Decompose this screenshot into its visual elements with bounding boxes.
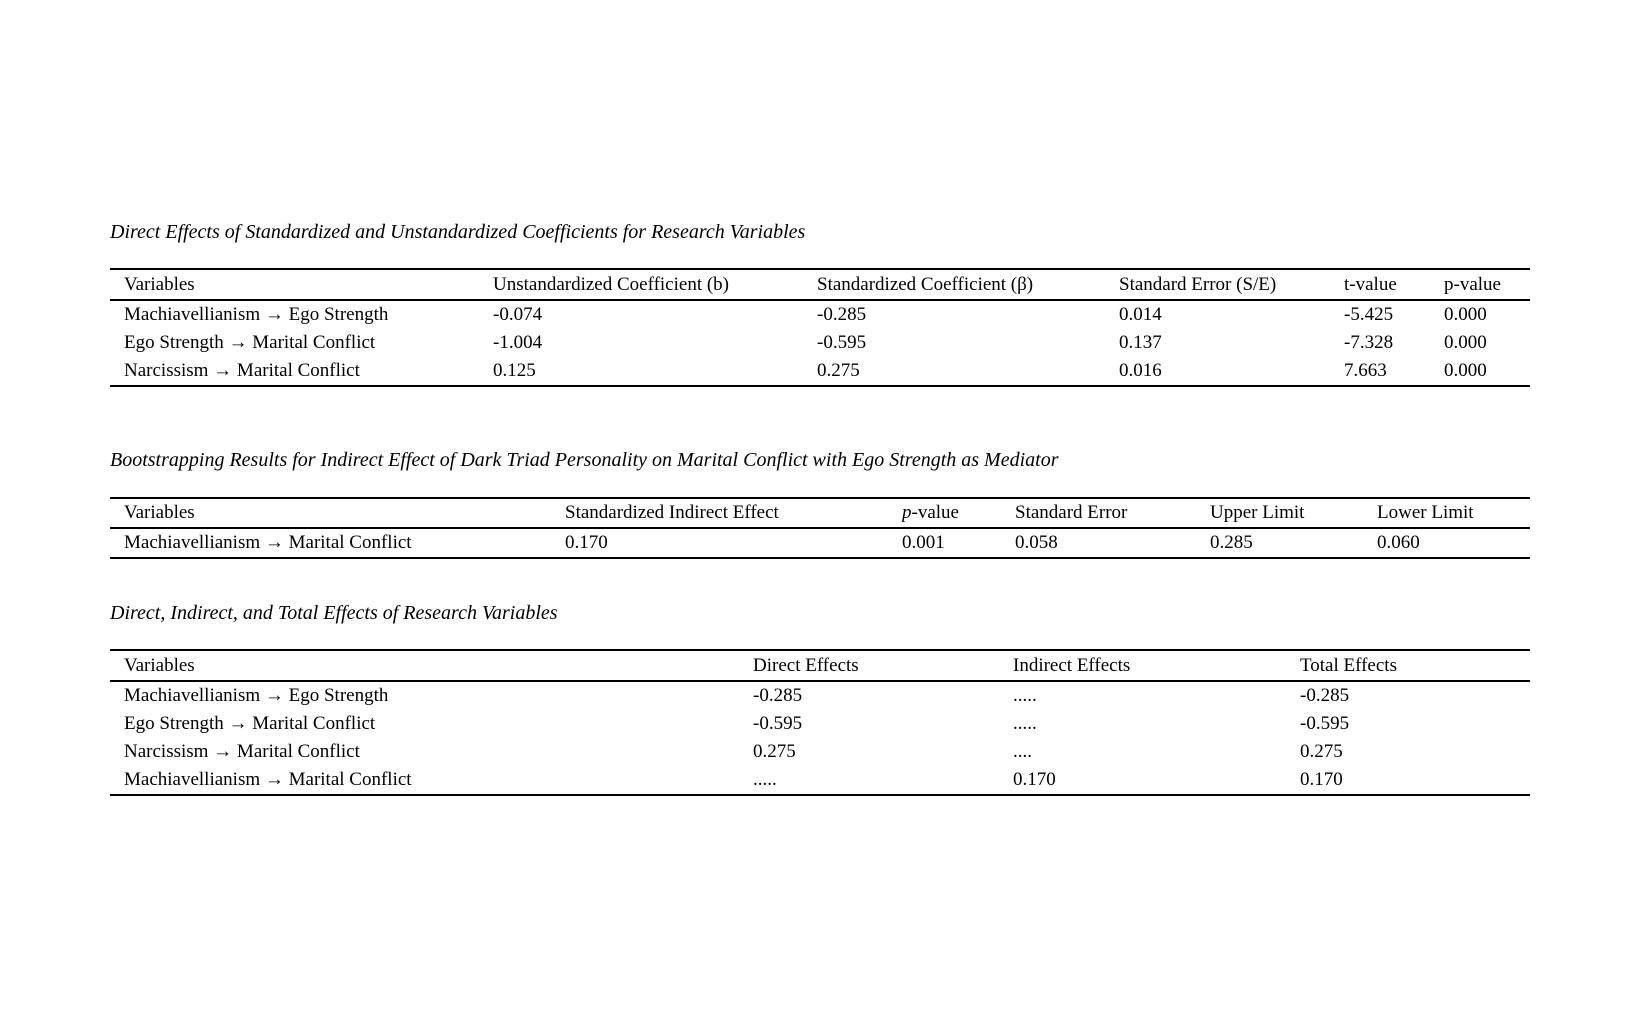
table-row (110, 528, 1530, 558)
cell-value: 0.001 (902, 532, 945, 553)
table-total-effects (110, 649, 1530, 796)
cell-variable: Narcissism → Marital Conflict (124, 360, 360, 381)
cell-value: -0.285 (1300, 685, 1350, 706)
cell-value: -7.328 (1344, 332, 1394, 353)
p-value-italic-p: p (902, 502, 912, 523)
table-row (110, 681, 1530, 710)
cell-value: ..... (1013, 685, 1037, 706)
header-standard-error: Standard Error (1015, 502, 1128, 523)
cell-value: -0.595 (817, 332, 867, 353)
cell-variable: Narcissism → Marital Conflict (124, 741, 360, 762)
header-lower-limit: Lower Limit (1377, 502, 1474, 523)
header-variables: Variables (124, 273, 195, 295)
cell-value: 0.125 (493, 360, 536, 381)
table2-caption: Bootstrapping Results for Indirect Effect of Dark Triad Personality on Marital Conflict with Ego Strength as Mediator (110, 449, 1059, 471)
header-standard-error: Standard Error (S/E) (1119, 273, 1277, 295)
cell-value: 0.016 (1119, 360, 1162, 381)
cell-value: -5.425 (1344, 304, 1394, 325)
header-indirect-effects: Indirect Effects (1013, 654, 1131, 676)
table-row (110, 300, 1530, 329)
cell-value: 0.060 (1377, 532, 1420, 553)
cell-value: 0.285 (1210, 532, 1253, 553)
table-direct-effects (110, 268, 1530, 387)
header-p-value: p-value (1444, 273, 1501, 295)
cell-value: 0.170 (565, 532, 608, 553)
table-row (110, 357, 1530, 386)
table-row (110, 738, 1530, 766)
p-value-rest: -value (911, 502, 959, 523)
cell-variable: Ego Strength → Marital Conflict (124, 713, 376, 734)
cell-variable: Machiavellianism → Ego Strength (124, 685, 389, 706)
cell-value: 0.275 (817, 360, 860, 381)
table-row (110, 710, 1530, 738)
cell-value: 7.663 (1344, 360, 1387, 381)
header-direct-effects: Direct Effects (753, 654, 859, 676)
header-unstandardized-coefficient: Unstandardized Coefficient (b) (493, 273, 730, 295)
cell-variable: Machiavellianism → Ego Strength (124, 304, 389, 325)
cell-value: -0.074 (493, 304, 543, 325)
cell-value: 0.000 (1444, 304, 1487, 325)
header-standardized-indirect-effect: Standardized Indirect Effect (565, 502, 779, 523)
header-variables: Variables (124, 502, 195, 523)
header-total-effects: Total Effects (1300, 654, 1397, 676)
table3-caption: Direct, Indirect, and Total Effects of Research Variables (110, 602, 558, 624)
cell-value: 0.058 (1015, 532, 1058, 553)
header-variables: Variables (124, 654, 195, 676)
table1-caption: Direct Effects of Standardized and Unstandardized Coefficients for Research Variables (110, 221, 806, 243)
table-header-row (110, 269, 1530, 300)
header-t-value: t-value (1344, 273, 1397, 295)
cell-value: .... (1013, 741, 1032, 762)
cell-value: 0.014 (1119, 304, 1162, 325)
table-row (110, 766, 1530, 795)
cell-value: -0.285 (817, 304, 867, 325)
cell-value: ..... (1013, 713, 1037, 734)
cell-value: -0.595 (1300, 713, 1350, 734)
table-header-row (110, 650, 1530, 681)
cell-value: 0.137 (1119, 332, 1162, 353)
cell-value: 0.000 (1444, 332, 1487, 353)
cell-value: 0.275 (1300, 741, 1343, 762)
cell-value: 0.000 (1444, 360, 1487, 381)
cell-value: -1.004 (493, 332, 543, 353)
header-upper-limit: Upper Limit (1210, 502, 1305, 523)
header-standardized-coefficient: Standardized Coefficient (β) (817, 273, 1034, 295)
header-p-value (902, 498, 1015, 528)
cell-value: 0.170 (1300, 769, 1343, 790)
cell-value: -0.285 (753, 685, 803, 706)
table-bootstrapping-results (110, 497, 1530, 559)
cell-value: ..... (753, 769, 777, 790)
cell-variable: Ego Strength → Marital Conflict (124, 332, 376, 353)
table-row (110, 329, 1530, 357)
cell-value: -0.595 (753, 713, 803, 734)
cell-value: 0.170 (1013, 769, 1056, 790)
cell-variable: Machiavellianism → Marital Conflict (124, 769, 412, 790)
cell-variable: Machiavellianism → Marital Conflict (124, 532, 412, 553)
table-header-row (110, 498, 1530, 528)
cell-value: 0.275 (753, 741, 796, 762)
